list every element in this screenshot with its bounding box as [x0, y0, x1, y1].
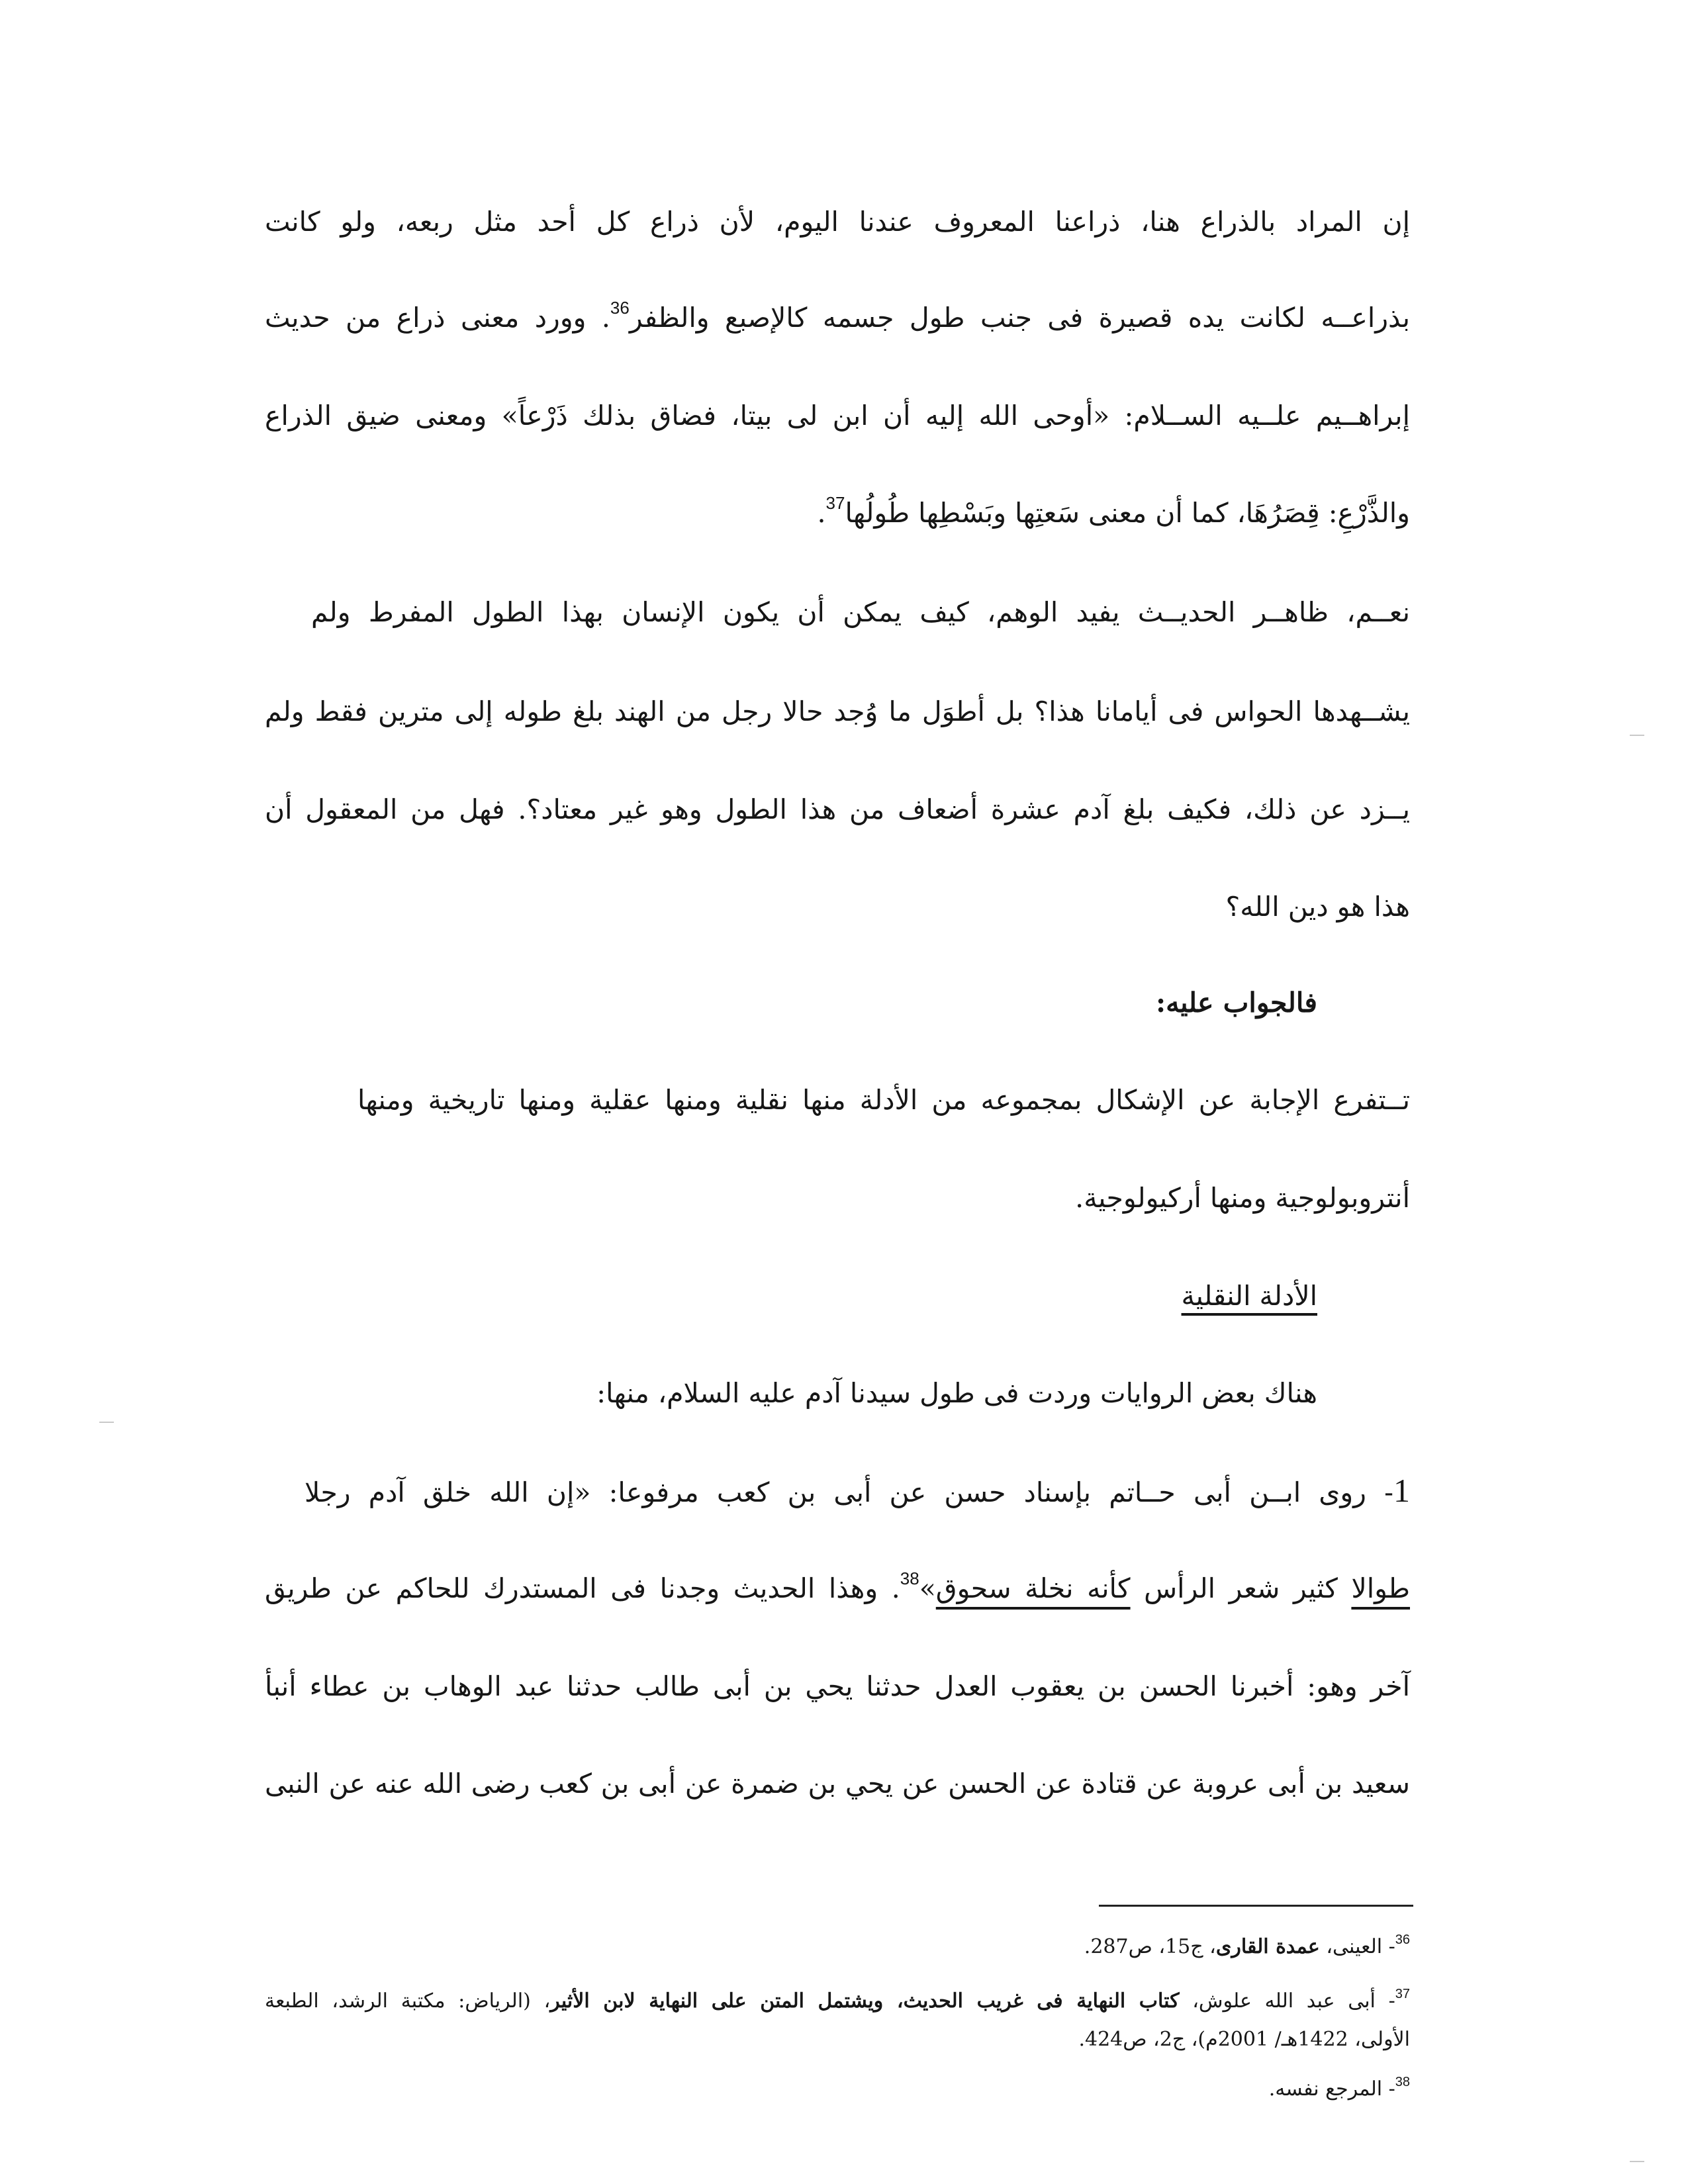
footnote-number: 37 — [1395, 1987, 1410, 2001]
footnote-ref-38[interactable]: 38 — [900, 1569, 919, 1588]
body-line — [265, 887, 1410, 927]
body-text: » — [919, 1572, 936, 1604]
body-line — [265, 202, 1410, 242]
footnote-title: كتاب النهاية فى غريب الحديث، ويشتمل المتن على النهاية لابن الأثير — [550, 1989, 1180, 2013]
body-line — [172, 1373, 1317, 1413]
list-item-number: 1 — [1393, 1472, 1410, 1509]
footnote-ref-37[interactable]: 37 — [825, 493, 845, 513]
scan-mark — [99, 1422, 114, 1423]
body-text: كثير شعر الرأس — [1130, 1572, 1352, 1604]
body-text: أنتروبولوجية ومنها أركيولوجية. — [1075, 1182, 1410, 1214]
footnote-37-continued — [265, 2025, 1410, 2054]
body-text: بذراعــه لكانت يده قصيرة فى جنب طول جسمه كالإصبع والظفر — [629, 302, 1410, 334]
body-line — [265, 298, 1410, 338]
list-item-line — [265, 1569, 1410, 1608]
footnote-number: 36 — [1395, 1933, 1410, 1947]
body-text: تــتفرع الإجابة عن الإشكال بمجموعه من الأدلة منها نقلية ومنها عقلية ومنها تاريخية ومنها — [357, 1084, 1410, 1116]
body-line — [357, 1080, 1410, 1120]
body-text: إن المراد بالذراع هنا، ذراعنا المعروف عندنا اليوم، لأن ذراع كل أحد مثل ربعه، ولو كانت — [265, 206, 1410, 238]
footnote-text: - العينى، — [1319, 1935, 1395, 1958]
body-line — [265, 1178, 1410, 1218]
footnote-ref-36[interactable]: 36 — [610, 298, 630, 318]
body-text: - روى ابــن أبى حــاتم بإسناد حسن عن أبى بن كعب مرفوعا: «إن الله خلق آدم رجلا — [305, 1477, 1393, 1508]
section-heading-text: الأدلة النقلية — [1181, 1280, 1317, 1312]
body-line — [265, 493, 1410, 533]
body-line — [311, 592, 1410, 632]
body-line — [265, 790, 1410, 829]
body-text: والذَّرْعِ: قِصَرُهَا، كما أن معنى سَعتِها وبَسْطِها طُولُها — [845, 497, 1410, 529]
body-text: هناك بعض الروايات وردت فى طول سيدنا آدم عليه السلام، منها: — [596, 1377, 1317, 1409]
footnote-text: ، (الرياض: مكتبة الرشد، الطبعة — [265, 1989, 551, 2013]
body-text: نعــم، ظاهــر الحديــث يفيد الوهم، كيف يمكن أن يكون الإنسان بهذا الطول المفرط ولم — [311, 596, 1410, 628]
underlined-text: طوالا — [1351, 1572, 1410, 1604]
body-text: . وورد معنى ذراع من حديث — [265, 302, 610, 334]
body-line — [265, 396, 1410, 435]
underlined-text: كأنه نخلة سحوق — [935, 1572, 1131, 1604]
scan-mark — [1630, 735, 1644, 736]
body-text: . — [817, 497, 826, 529]
list-item-line — [265, 1764, 1410, 1803]
footnote-separator — [1099, 1905, 1413, 1907]
body-text: يشــهدها الحواس فى أيامانا هذا؟ بل أطوَل ما وُجد حالا رجل من الهند بلغ طوله إلى مترين فقط ولم — [265, 696, 1410, 727]
section-heading — [172, 1276, 1317, 1316]
body-text: آخر وهو: أخبرنا الحسن بن يعقوب العدل حدثنا يحي بن أبى طالب حدثنا عبد الوهاب بن عطاء أنبأ — [265, 1670, 1410, 1702]
footnote-text: ، ج15، ص287. — [1084, 1935, 1216, 1958]
footnote-36 — [265, 1933, 1410, 1962]
body-text: . وهذا الحديث وجدنا فى المستدرك للحاكم عن طريق — [265, 1572, 900, 1604]
footnote-37 — [265, 1987, 1410, 2016]
list-item-line — [265, 1666, 1410, 1706]
list-item-line — [305, 1471, 1410, 1512]
footnote-number: 38 — [1395, 2075, 1410, 2089]
body-line — [265, 692, 1410, 731]
footnote-38 — [265, 2075, 1410, 2104]
footnote-text: - المرجع نفسه. — [1268, 2077, 1395, 2101]
body-text: إبراهــيم علــيه الســلام: «أوحى الله إليه أن ابن لى بيتا، فضاق بذلك ذَرْعاً» ومعنى ضيق الذراع — [265, 400, 1410, 432]
body-text: سعيد بن أبى عروبة عن قتادة عن الحسن عن يحي بن ضمرة عن أبى بن كعب رضى الله عنه عن النبى — [265, 1768, 1410, 1799]
footnote-title: عمدة القارى — [1215, 1935, 1320, 1958]
body-text: هذا هو دين الله؟ — [1225, 891, 1410, 923]
footnote-text: - أبى عبد الله علوش، — [1179, 1989, 1395, 2013]
scan-mark — [1630, 2161, 1644, 2162]
body-text: يــزد عن ذلك، فكيف بلغ آدم عشرة أضعاف من هذا الطول وهو غير معتاد؟. فهل من المعقول أن — [265, 794, 1410, 825]
footnote-text: الأولى، 1422هـ/ 2001م)، ج2، ص424. — [1078, 2028, 1410, 2051]
answer-heading: فالجواب عليه: — [1155, 987, 1317, 1019]
